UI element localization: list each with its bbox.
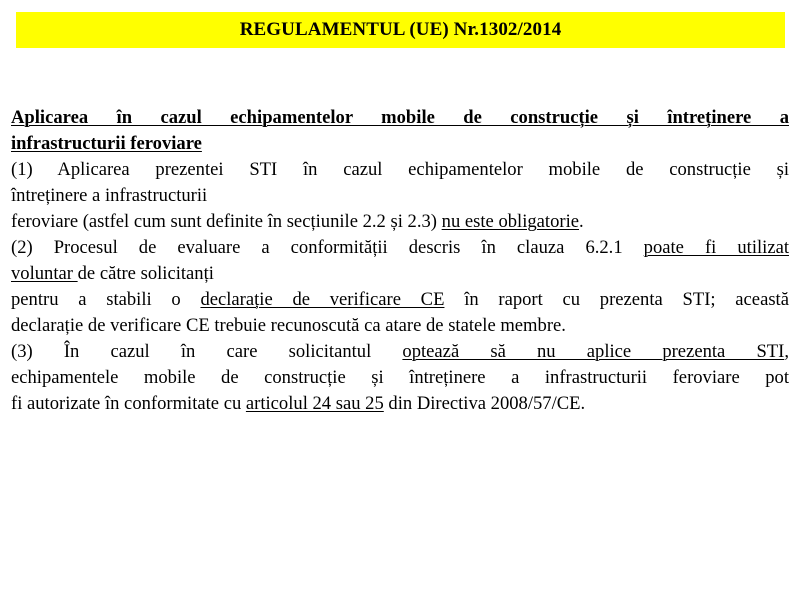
opt-out-link[interactable]: optează să nu aplice prezenta STI — [402, 341, 785, 362]
paragraph-1-line-3 — [11, 209, 789, 235]
regulation-text — [11, 105, 789, 417]
paragraph-3-line-2: echipamentele mobile de construcție și întreținere a infrastructurii feroviare pot — [11, 367, 789, 388]
p1-period: . — [579, 211, 584, 232]
p2-regard: în raport cu prezenta STI; această — [444, 289, 789, 310]
paragraph-2-line-2 — [11, 261, 789, 287]
section-heading-line-1: Aplicarea în cazul echipamentelor mobile de construcție și întreținere a — [11, 107, 789, 128]
p2-applicants: de către solicitanți — [77, 263, 214, 284]
p3-comma: , — [784, 341, 789, 362]
p3-authorised: fi autorizate în conformitate cu — [11, 393, 246, 414]
document-title: REGULAMENTUL (UE) Nr.1302/2014 — [239, 19, 562, 40]
p2-establish: pentru a stabili o — [11, 289, 201, 310]
voluntary-link[interactable]: voluntar — [11, 263, 78, 284]
paragraph-1-line-2: întreținere a infrastructurii — [11, 185, 208, 206]
p2-text: (2) Procesul de evaluare a conformității descris în clauza 6.2.1 — [11, 237, 644, 258]
title-banner — [16, 12, 785, 48]
section-heading-line-2: infrastructurii feroviare — [11, 133, 202, 154]
paragraph-3-line-1 — [11, 339, 789, 365]
p1-text: feroviare (astfel cum sunt definite în secțiunile 2.2 și 2.3) — [11, 211, 442, 232]
may-be-used-link[interactable]: poate fi utilizat — [643, 237, 789, 258]
ec-declaration-link[interactable]: declarație de verificare CE — [200, 289, 445, 310]
paragraph-2-line-4: declarație de verificare CE trebuie recunoscută ca atare de statele membre. — [11, 315, 566, 336]
p3-text: (3) În cazul în care solicitantul — [11, 341, 403, 362]
not-mandatory-link[interactable]: nu este obligatorie — [441, 211, 579, 232]
paragraph-2-line-3 — [11, 287, 789, 313]
paragraph-1-line-1: (1) Aplicarea prezentei STI în cazul echipamentelor mobile de construcție și — [11, 159, 789, 180]
paragraph-3-line-3 — [11, 391, 789, 417]
article-link[interactable]: articolul 24 sau 25 — [245, 393, 384, 414]
p3-directive: din Directiva 2008/57/CE. — [383, 393, 586, 414]
paragraph-2-line-1 — [11, 235, 789, 261]
